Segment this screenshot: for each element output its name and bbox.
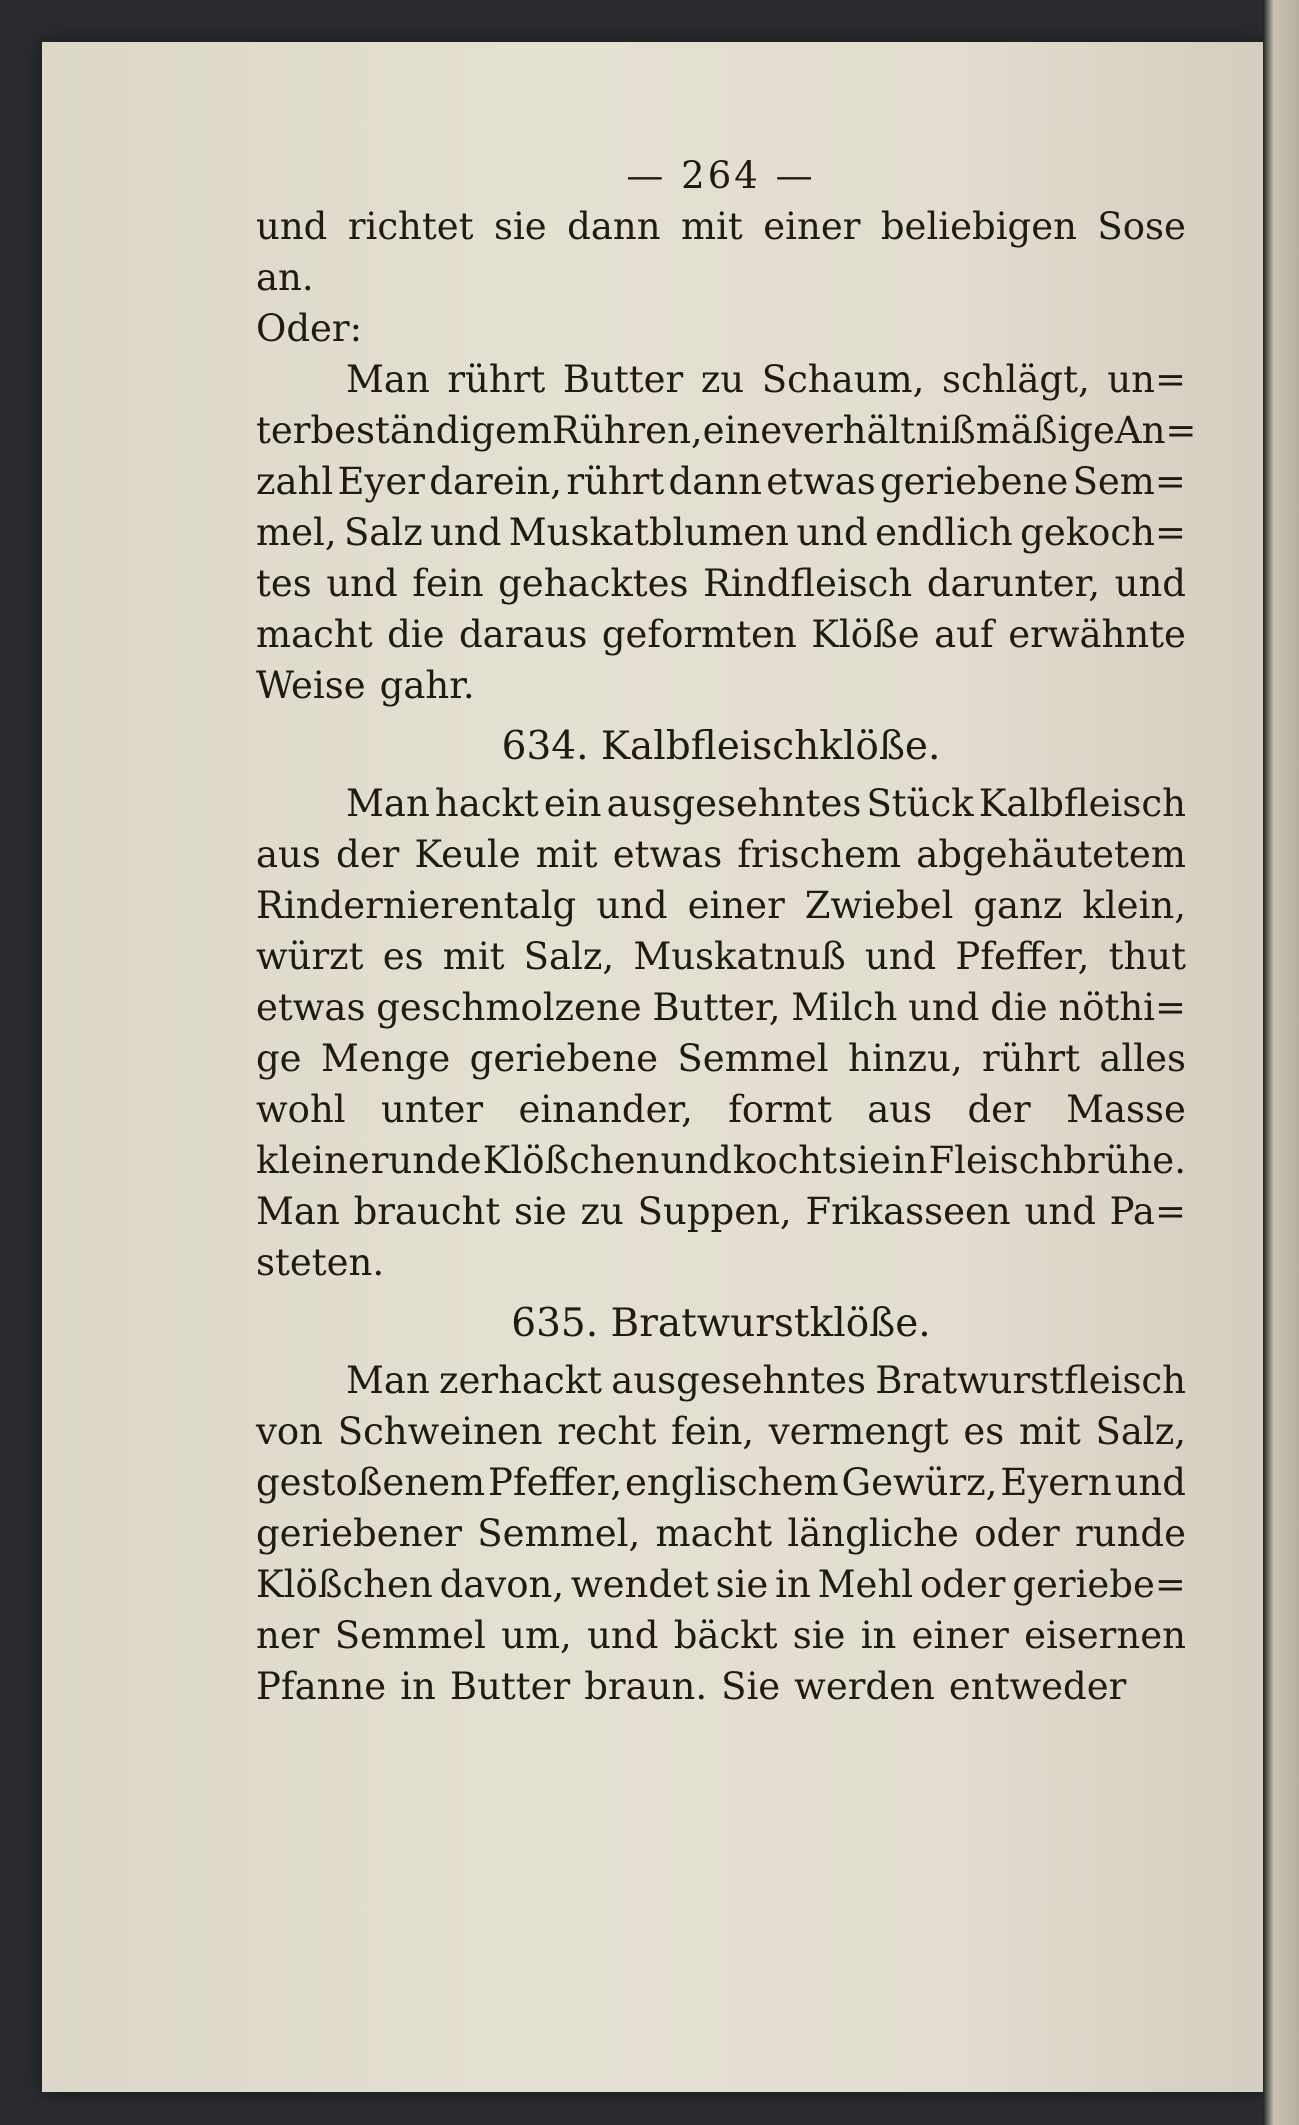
text-line: macht die daraus geformten Klöße auf erwähnte (256, 613, 1186, 656)
page-text (256, 150, 1197, 1712)
recipe-heading: 635. Bratwurstklöße. (511, 1301, 931, 1346)
text-line: mel, Salz und Muskatblumen und endlich gekoch= (256, 511, 1186, 554)
text-line: ge Menge geriebene Semmel hinzu, rührt alles (256, 1037, 1186, 1080)
text-line: wohl unter einander, formt aus der Masse (256, 1088, 1186, 1131)
recipe-heading: 634. Kalbfleischklöße. (501, 724, 941, 769)
alternative-label: Oder: (256, 307, 363, 350)
text-line: kleine runde Klößchen und kocht sie in Fleischbrühe. (256, 1139, 1186, 1182)
text-line: von Schweinen recht fein, vermengt es mit Salz, (256, 1410, 1186, 1453)
page-edge (1263, 0, 1299, 2125)
text-line: zahl Eyer darein, rührt dann etwas geriebene Sem= (256, 460, 1186, 503)
text-line: und richtet sie dann mit einer beliebigen Sose (256, 205, 1186, 248)
text-line: würzt es mit Salz, Muskatnuß und Pfeffer, thut (256, 935, 1186, 978)
text-line: Man braucht sie zu Suppen, Frikasseen und Pa= (256, 1190, 1186, 1233)
text-line: aus der Keule mit etwas frischem abgehäutetem (256, 833, 1186, 876)
text-line: etwas geschmolzene Butter, Milch und die nöthi= (256, 986, 1186, 1029)
text-line: Rindernierentalg und einer Zwiebel ganz klein, (256, 884, 1186, 927)
text-line: Pfanne in Butter braun. Sie werden entweder (256, 1665, 1127, 1708)
text-line: Weise gahr. (256, 664, 475, 707)
text-line: Man zerhackt ausgesehntes Bratwurstfleisch (346, 1359, 1186, 1402)
text-line: tes und fein gehacktes Rindfleisch darunter, und (256, 562, 1186, 605)
text-line: Man rührt Butter zu Schaum, schlägt, un= (346, 358, 1186, 401)
text-line: geriebener Semmel, macht längliche oder runde (256, 1512, 1186, 1555)
text-line: steten. (256, 1241, 385, 1284)
page-number: — 264 — (626, 154, 816, 197)
text-line: Man hackt ein ausgesehntes Stück Kalbfleisch (346, 782, 1186, 825)
text-line: ter beständigem Rühren, eine verhältnißmäßige An= (256, 409, 1197, 452)
text-line: Klößchen davon, wendet sie in Mehl oder geriebe= (256, 1563, 1186, 1606)
text-line: gestoßenem Pfeffer, englischem Gewürz, Eyern und (256, 1461, 1186, 1504)
text-line: ner Semmel um, und bäckt sie in einer eisernen (256, 1614, 1186, 1657)
text-line: an. (256, 256, 314, 299)
